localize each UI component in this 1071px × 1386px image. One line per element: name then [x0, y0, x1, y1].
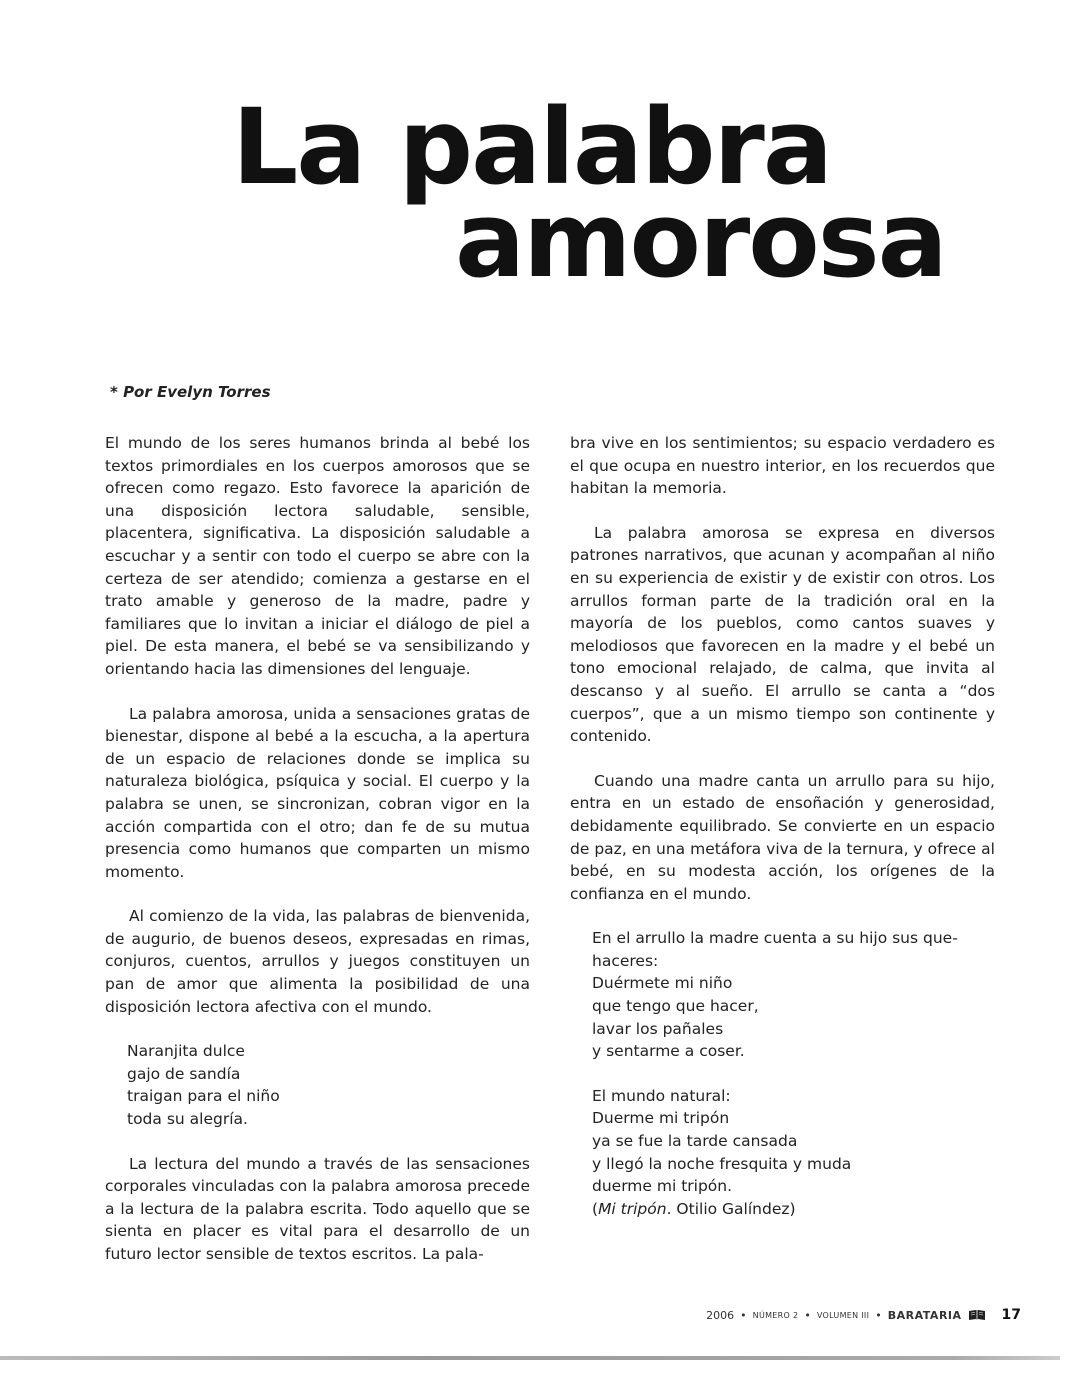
- footer-separator: •: [804, 1308, 811, 1322]
- footer-brand: BARATARIA: [887, 1308, 962, 1322]
- paragraph: La palabra amorosa se expresa en diversos patrones narrativos, que acunan y acompañan al niño en su experiencia de existir y de existir con otros. Los arrullos forman parte de la tradición oral en la mayoría de los pueblos, como cantos suaves y melodiosos que favorecen en la madre y el bebé un tono emocional relajado, de calma, que invita al descanso y al sueño. El arrullo se canta a “dos cuerpos”, que a un mismo tiempo son continente y contenido.: [570, 523, 995, 746]
- verse-line: traigan para el niño: [127, 1087, 280, 1106]
- footer-separator: •: [740, 1308, 747, 1322]
- footer-issue-number: NÚMERO 2: [752, 1310, 799, 1320]
- paragraph: El mundo de los seres humanos brinda al bebé los textos primordiales en los cuerpos amorosos que se ofrecen como regazo. Esto favorece la aparición de una disposición lectora saludable, sensible, placentera, significativa. La disposición saludable a escuchar y a sentir con todo el cuerpo se abre con la certeza de ser atendido; comienza a gestarse en el trato amable y generoso de la madre, padre y familiares que lo invitan a iniciar el diálogo de piel a piel. De esta manera, el bebé se va sensibilizando y orientando hacia las dimensiones del lenguaje.: [105, 434, 530, 678]
- citation-title: Mi tripón: [598, 1199, 667, 1218]
- article-title-line-2: amorosa: [455, 179, 946, 301]
- verse-line: ya se fue la tarde cansada: [592, 1132, 798, 1151]
- verse-line: gajo de sandía: [127, 1064, 241, 1083]
- paragraph: Cuando una madre canta un arrullo para su hijo, entra en un estado de ensoñación y generosidad, debidamente equilibrado. Se convierte en un espacio de paz, en una metáfora viva de la ternura, y ofrece al bebé, en su modesta acción, los orígenes de la confianza en el mundo.: [570, 771, 995, 903]
- verse-line: haceres:: [592, 951, 659, 970]
- paragraph: La palabra amorosa, unida a sensaciones gratas de bienestar, dispone al bebé a la escucha, a la apertura de un espacio de relaciones donde se implica su naturaleza biológica, psíquica y social. El cuerpo y la palabra se unen, se sincronizan, cobran vigor en la acción compartida con el otro; dan fe de su mutua presencia como humanos que comparten un mismo momento.: [105, 704, 530, 881]
- left-column: [105, 432, 530, 1288]
- lullaby-verse: [570, 1085, 995, 1221]
- verse-line: toda su alegría.: [127, 1110, 248, 1129]
- footer-year: 2006: [706, 1308, 735, 1322]
- paragraph: bra vive en los sentimientos; su espacio verdadero es el que ocupa en nuestro interior, en los recuerdos que habitan la memoria.: [570, 434, 995, 498]
- article-title-line-1: La palabra: [232, 86, 832, 208]
- verse-line: que tengo que hacer,: [592, 997, 759, 1016]
- page-number: 17: [1001, 1307, 1021, 1323]
- byline: * Por Evelyn Torres: [110, 383, 271, 401]
- verse-line: y llegó la noche fresquita y muda: [592, 1154, 852, 1173]
- footer-separator: •: [875, 1308, 882, 1322]
- lullaby-verse: [570, 927, 995, 1063]
- verse-line: Duerme mi tripón: [592, 1109, 730, 1128]
- bottom-rule: [0, 1356, 1060, 1360]
- citation-author: . Otilio Galíndez): [666, 1199, 796, 1218]
- verse-line: duerme mi tripón.: [592, 1177, 733, 1196]
- paragraph: Al comienzo de la vida, las palabras de bienvenida, de augurio, de buenos deseos, expresadas en rimas, conjuros, cuentos, arrullos y juegos constituyen un pan de amor que alimenta la posibilidad de una disposición lectora afectiva con el mundo.: [105, 907, 530, 1016]
- citation: (Mi tripón. Otilio Galíndez): [592, 1199, 796, 1218]
- verse-line: En el arrullo la madre cuenta a su hijo sus que-: [592, 929, 958, 948]
- verse-line: El mundo natural:: [592, 1086, 731, 1105]
- verse-line: lavar los pañales: [592, 1019, 724, 1038]
- verse-line: y sentarme a coser.: [592, 1042, 745, 1061]
- page-footer: [706, 1307, 1021, 1323]
- book-icon: [968, 1309, 986, 1321]
- right-column: [570, 432, 995, 1242]
- verse-line: Duérmete mi niño: [592, 974, 733, 993]
- poem-verse: [105, 1040, 530, 1130]
- verse-line: Naranjita dulce: [127, 1042, 245, 1061]
- paragraph: La lectura del mundo a través de las sensaciones corporales vinculadas con la palabra amorosa precede a la lectura de la palabra escrita. Todo aquello que se sienta en placer es vital para el desarrollo de un futuro lector sensible de textos escritos. La pala-: [105, 1154, 530, 1263]
- footer-volume: VOLUMEN III: [816, 1310, 870, 1320]
